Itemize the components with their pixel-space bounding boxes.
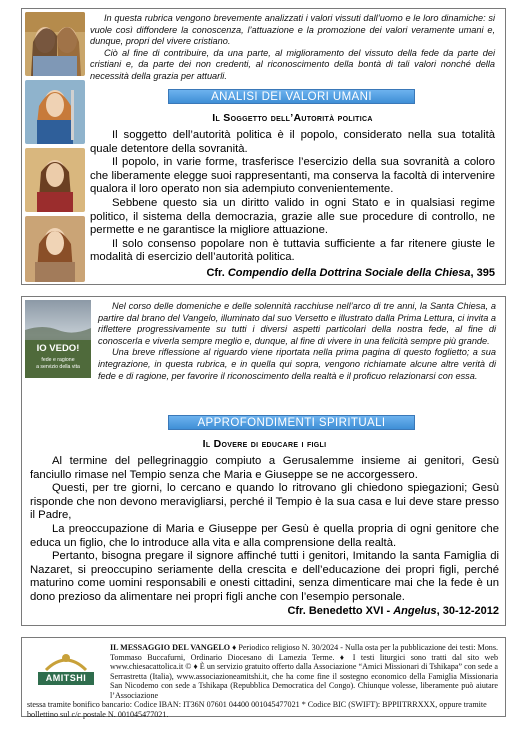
section-human-values xyxy=(21,8,506,285)
logo-title: IO VEDO! xyxy=(36,343,80,354)
citation-title: Angelus xyxy=(393,605,437,617)
section-spiritual xyxy=(21,296,506,626)
footer-heading: IL MESSAGGIO DEL VANGELO xyxy=(110,643,231,652)
article-citation xyxy=(30,605,499,617)
article-title: Il Dovere di educare i figli xyxy=(202,438,327,450)
article-paragraph: La preoccupazione di Maria e Giuseppe per Gesù è quella propria di ogni genitore che educa un figlio, che lo introduce alla vita e alla comprensione della realtà. xyxy=(30,522,499,549)
article-paragraph: Al termine del pellegrinaggio compiuto a Gerusalemme insieme ai genitori, Gesù fanciullo rimase nel Tempio senza che Maria e Giuseppe se ne accorgessero. xyxy=(30,455,499,481)
portrait-image-2 xyxy=(25,80,85,144)
article-paragraph: Sebbene questo sia un diritto valido in ogni Stato e in qualsiasi regime politico, il sistema della democrazia, grazie alle sue procedure di controllo, ne permette e ne garantisce la migliore attuazione. xyxy=(90,196,495,237)
article-body xyxy=(90,129,495,265)
intro-paragraph: Nel corso delle domeniche e delle solennità racchiuse nell’arco di tre anni, la Santa Chiesa, a partire dal brano del Vangelo, illuminato dal suo Versetto e illustrato dalla Prima Lettura, ci invita a riflettere progressivamente su tutti i diversi aspetti particolari della nostra fede, al fine di conoscerla e viverla sempre meglio e, dunque, al fine di vivere in una felicità sempre più grande. xyxy=(98,301,496,346)
amitshi-logo xyxy=(28,648,104,686)
intro-paragraph: In questa rubrica vengono brevemente analizzati i valori vissuti dall’uomo e le loro dinamiche: si vuole così diffondere la conoscenza, l’attuazione e la promozione dei valori veramente umani e, dunque, propri del vivere cristiano. xyxy=(90,13,495,47)
article-body xyxy=(30,455,499,605)
footer-bank-details: stessa tramite bonifico bancario: Codice IBAN: IT36N 07601 04400 001045477021 * Codice BIC (SWIFT): BPPIITRRXXX, oppure tramite bollettino sul c/c postale N. 001045477021. xyxy=(27,700,487,719)
article-citation xyxy=(90,267,495,279)
article-paragraph: Il solo consenso popolare non è tuttavia sufficiente a far ritenere giuste le modalità di esercizio dell’autorità politica. xyxy=(90,237,495,264)
citation-title: Compendio della Dottrina Sociale della Chiesa xyxy=(227,267,471,279)
portrait-image-4 xyxy=(25,216,85,282)
logo-line: a servizio della vita xyxy=(36,364,80,370)
article-title: Il Soggetto dell’Autorità politica xyxy=(212,112,373,124)
footer-text xyxy=(110,643,498,701)
intro-paragraph: Ciò al fine di contribuire, da una parte, al miglioramento del vissuto della fede da parte dei cristiani e, da parte dei non credenti, al riconoscimento della bontà di tali valori nonché della necessità della grazia per attuarli. xyxy=(90,47,495,81)
citation-suffix: , 395 xyxy=(470,267,495,279)
citation-prefix: Cfr. Benedetto XVI - xyxy=(287,605,394,617)
portrait-image-1 xyxy=(25,12,85,76)
footer-body: ♦ Periodico religioso N. 30/2024 - Nulla osta per la pubblicazione dei testi: Mons. Tommaso Buccafurni, Ordinario Diocesano di Lamezia Terme. ♦ I testi liturgici sono tratti dal sito web www.chiesacattolica.it © ♦ È un servizio gratuito offerto dalla Associazione “Amici Missionari di Tshikapa” con sede a Serrastretta (Italia), www.associazioneamitshi.it, che ha come fine il sostegno economico della Famiglia Missionaria San Nicodemo con sede a Tshikapa (Repubblica Democratica del Congo). Chiunque volesse, liberamente può aiutare l’Associazione xyxy=(110,643,498,700)
article-paragraph: Il soggetto dell’autorità politica è il popolo, considerato nella sua totalità quale detentore della sovranità. xyxy=(90,129,495,155)
section-banner: APPROFONDIMENTI SPIRITUALI xyxy=(168,415,415,430)
io-vedo-logo xyxy=(25,300,91,378)
logo-line: fede e ragione xyxy=(41,357,75,363)
rubric-intro xyxy=(98,301,496,382)
citation-suffix: , 30-12-2012 xyxy=(436,605,499,617)
citation-prefix: Cfr. xyxy=(206,267,228,279)
portrait-image-3 xyxy=(25,148,85,212)
logo-text: AMITSHI xyxy=(45,673,87,683)
section-banner: ANALISI DEI VALORI UMANI xyxy=(168,89,415,104)
article-paragraph: Questi, per tre giorni, lo cercano e quando lo ritrovano gli chiedono spiegazioni; Gesù risponde che non devono meravigliarsi, perché il Tempio è la sua casa e lui deve stare presso il Padre, xyxy=(30,482,499,522)
rubric-intro xyxy=(90,13,495,83)
article-paragraph: Pertanto, bisogna pregare il signore affinché tutti i genitori, Imitando la santa Famiglia di Nazaret, si preoccupino seriamente della crescita e dell’educazione dei propri figli, perché maturino come uomini responsabili e onesti cittadini, senza dimenticare mai che la fede è un dono prezioso da alimentare nei propri figli anche con l’esempio personale. xyxy=(30,550,499,603)
footer-box xyxy=(21,637,506,717)
intro-paragraph: Una breve riflessione al riguardo viene riportata nella prima pagina di questo foglietto; a sua integrazione, in questa rubrica, e in quella qui sopra, vengono richiamate alcune altre verità di fede e di ragione, per favorire il riconoscimento della realtà e il proficuo relazionarsi con essa. xyxy=(98,347,496,381)
article-paragraph: Il popolo, in varie forme, trasferisce l’esercizio della sua sovranità a coloro che liberamente elegge suoi rappresentanti, ma conserva la facoltà di intervenire qualora il loro operato non sia adempiuto convenientemente. xyxy=(90,156,495,196)
